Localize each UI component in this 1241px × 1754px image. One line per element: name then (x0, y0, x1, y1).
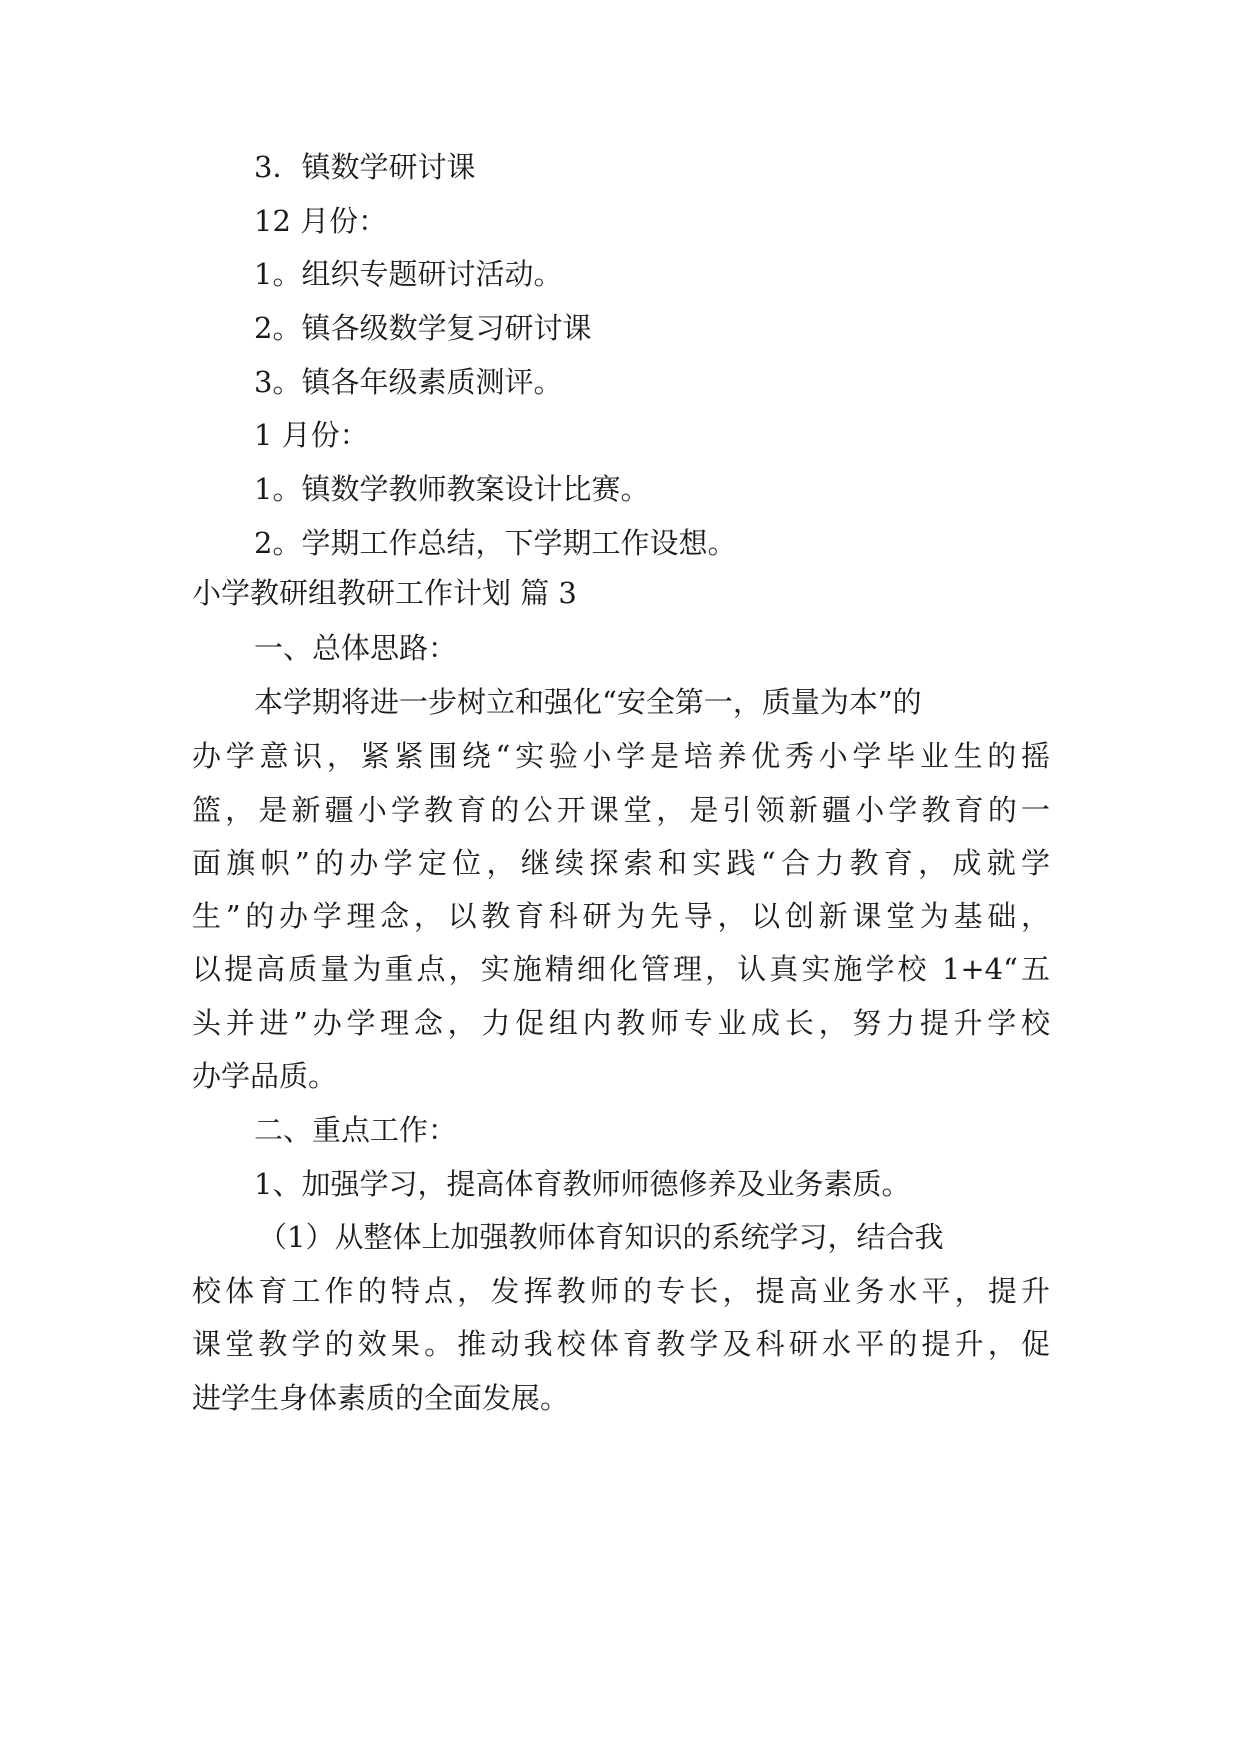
subsection-heading: 1、加强学习，提高体育教师师德修养及业务素质。 (254, 1167, 911, 1201)
paragraph-line: 篮，是新疆小学教育的公开课堂，是引领新疆小学教育的一 (192, 793, 1050, 827)
list-item: 3．镇数学研讨课 (254, 150, 476, 184)
list-item: 3。镇各年级素质测评。 (254, 365, 563, 399)
paragraph-line: 本学期将进一步树立和强化“安全第一，质量为本”的 (254, 685, 922, 719)
section-heading: 二、重点工作： (254, 1113, 458, 1147)
month-heading: 1 月份： (254, 418, 369, 452)
paragraph-line: 头并进”办学理念，力促组内教师专业成长，努力提升学校 (192, 1006, 1050, 1040)
paragraph-line: 生”的办学理念，以教育科研为先导，以创新课堂为基础， (192, 899, 1050, 933)
list-item: 1。镇数学教师教案设计比赛。 (254, 472, 650, 506)
paragraph-line: （1）从整体上加强教师体育知识的系统学习，结合我 (258, 1220, 944, 1254)
paragraph-line: 课堂教学的效果。推动我校体育教学及科研水平的提升，促 (192, 1327, 1050, 1361)
list-item: 2。镇各级数学复习研讨课 (254, 311, 592, 345)
list-item: 1。组织专题研讨活动。 (254, 257, 563, 291)
paragraph-line: 以提高质量为重点，实施精细化管理，认真实施学校 1+4“五 (192, 952, 1050, 986)
paragraph-line: 办学品质。 (192, 1059, 338, 1093)
paragraph-line: 面旗帜”的办学定位，继续探索和实践“合力教育，成就学 (192, 846, 1050, 880)
paragraph-line: 校体育工作的特点，发挥教师的专长，提高业务水平，提升 (192, 1274, 1050, 1308)
month-heading: 12 月份： (254, 204, 388, 238)
section-title: 小学教研组教研工作计划 篇 3 (192, 576, 577, 610)
section-heading: 一、总体思路： (254, 631, 458, 665)
paragraph-line: 进学生身体素质的全面发展。 (192, 1381, 570, 1415)
paragraph-line: 办学意识，紧紧围绕“实验小学是培养优秀小学毕业生的摇 (192, 739, 1050, 773)
list-item: 2。学期工作总结，下学期工作设想。 (254, 526, 737, 560)
